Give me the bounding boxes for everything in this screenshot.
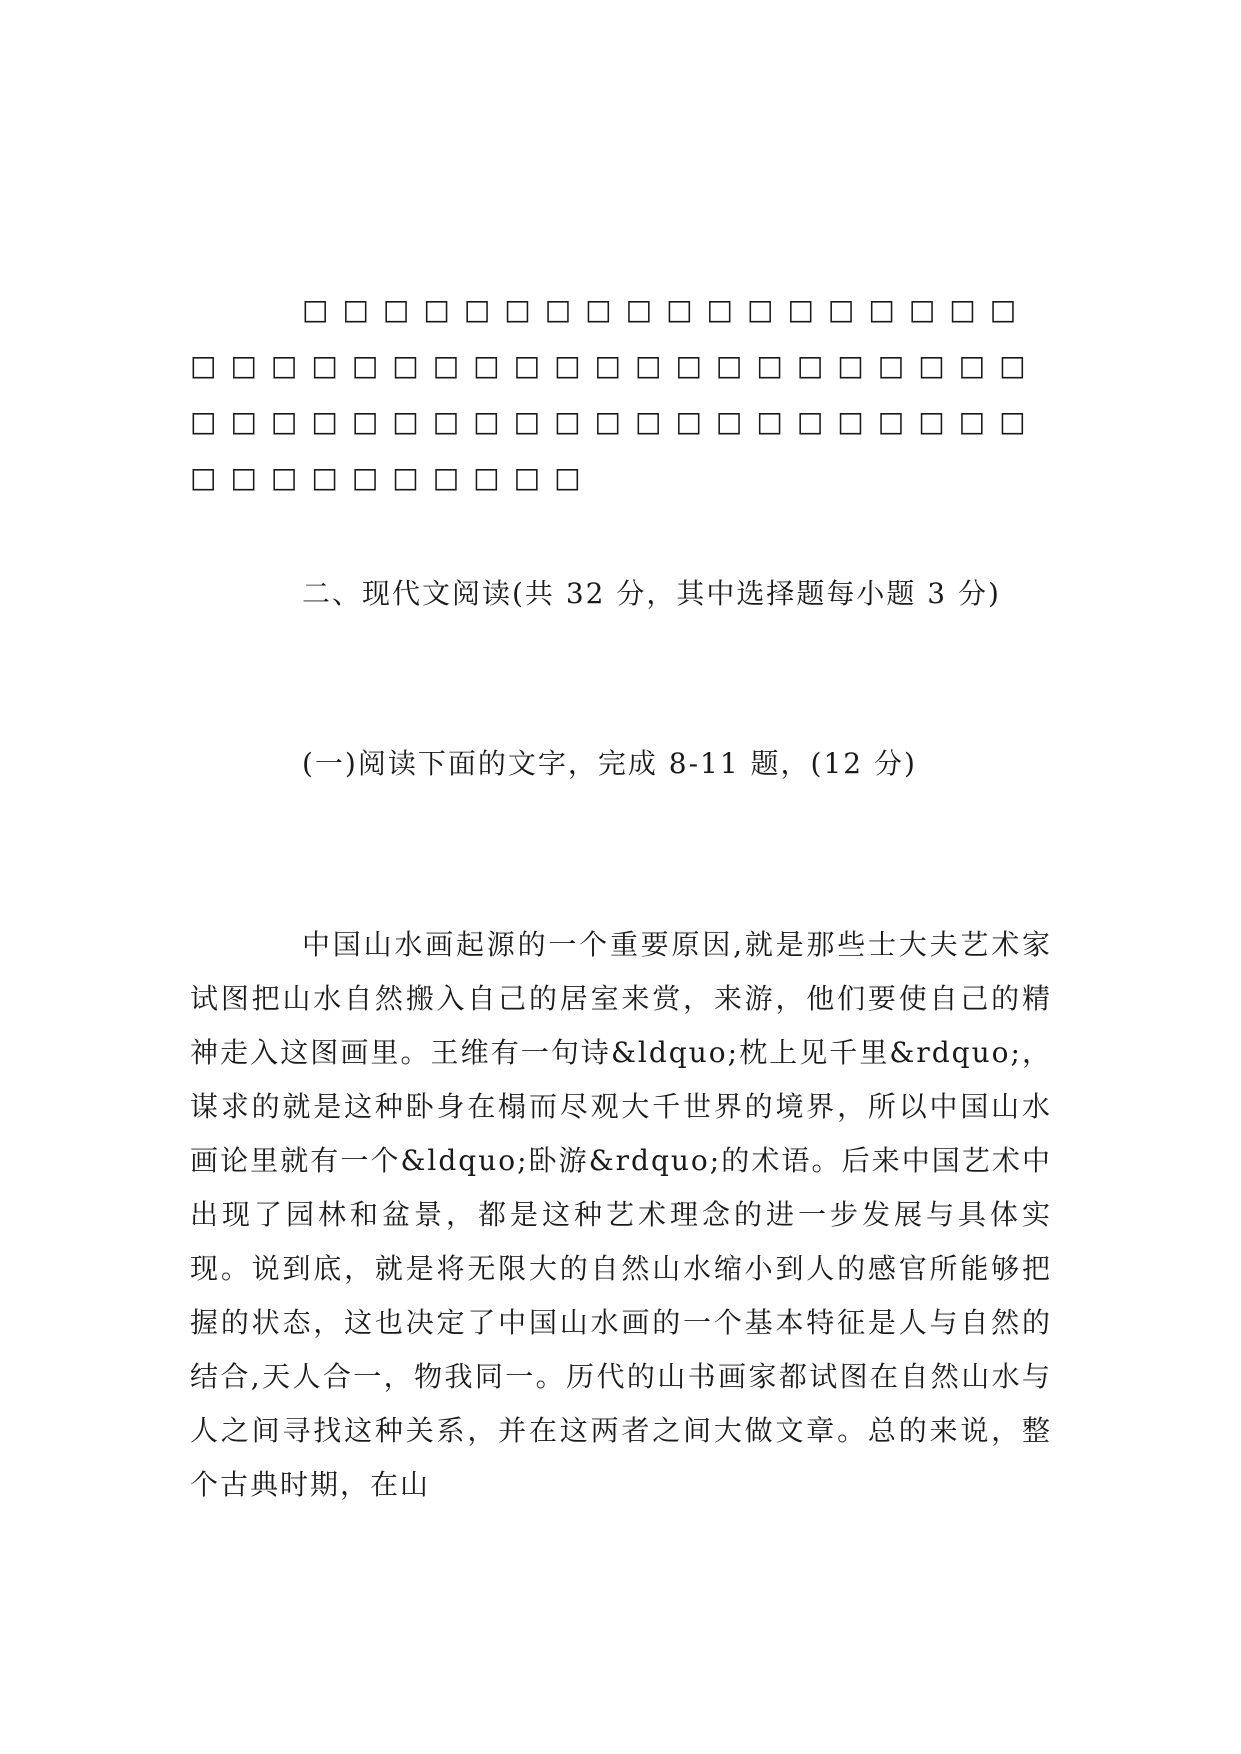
body-paragraph: 中国山水画起源的一个重要原因,就是那些士大夫艺术家试图把山水自然搬入自己的居室来赏，来游，他们要使自己的精神走入这图画里。王维有一句诗&ldquo;枕上见千里&rdquo;，谋求的就是这种卧身在榻而尽观大千世界的境界，所以中国山水画论里就有一个&ldquo;卧游&rdquo;的术语。后来中国艺术中出现了园林和盆景，都是这种艺术理念的进一步发展与具体实现。说到底，就是将无限大的自然山水缩小到人的感官所能够把握的状态，这也决定了中国山水画的一个基本特征是人与自然的结合,天人合一，物我同一。历代的山书画家都试图在自然山水与人之间寻找这种关系，并在这两者之间大做文章。总的来说，整个古典时期，在山: [190, 928, 1052, 1501]
section-heading: 二、现代文阅读(共 32 分，其中选择题每小题 3 分): [302, 577, 1001, 610]
subsection-heading: (一)阅读下面的文字，完成 8-11 题，(12 分): [302, 747, 917, 780]
placeholder-paragraph: □□□□□□□□□□□□□□□□□□□□□□□□□□□□□□□□□□□□□□□□□□□□□□□□□□□□□□□□□□□□□□□□□□□□□□: [190, 293, 1040, 494]
